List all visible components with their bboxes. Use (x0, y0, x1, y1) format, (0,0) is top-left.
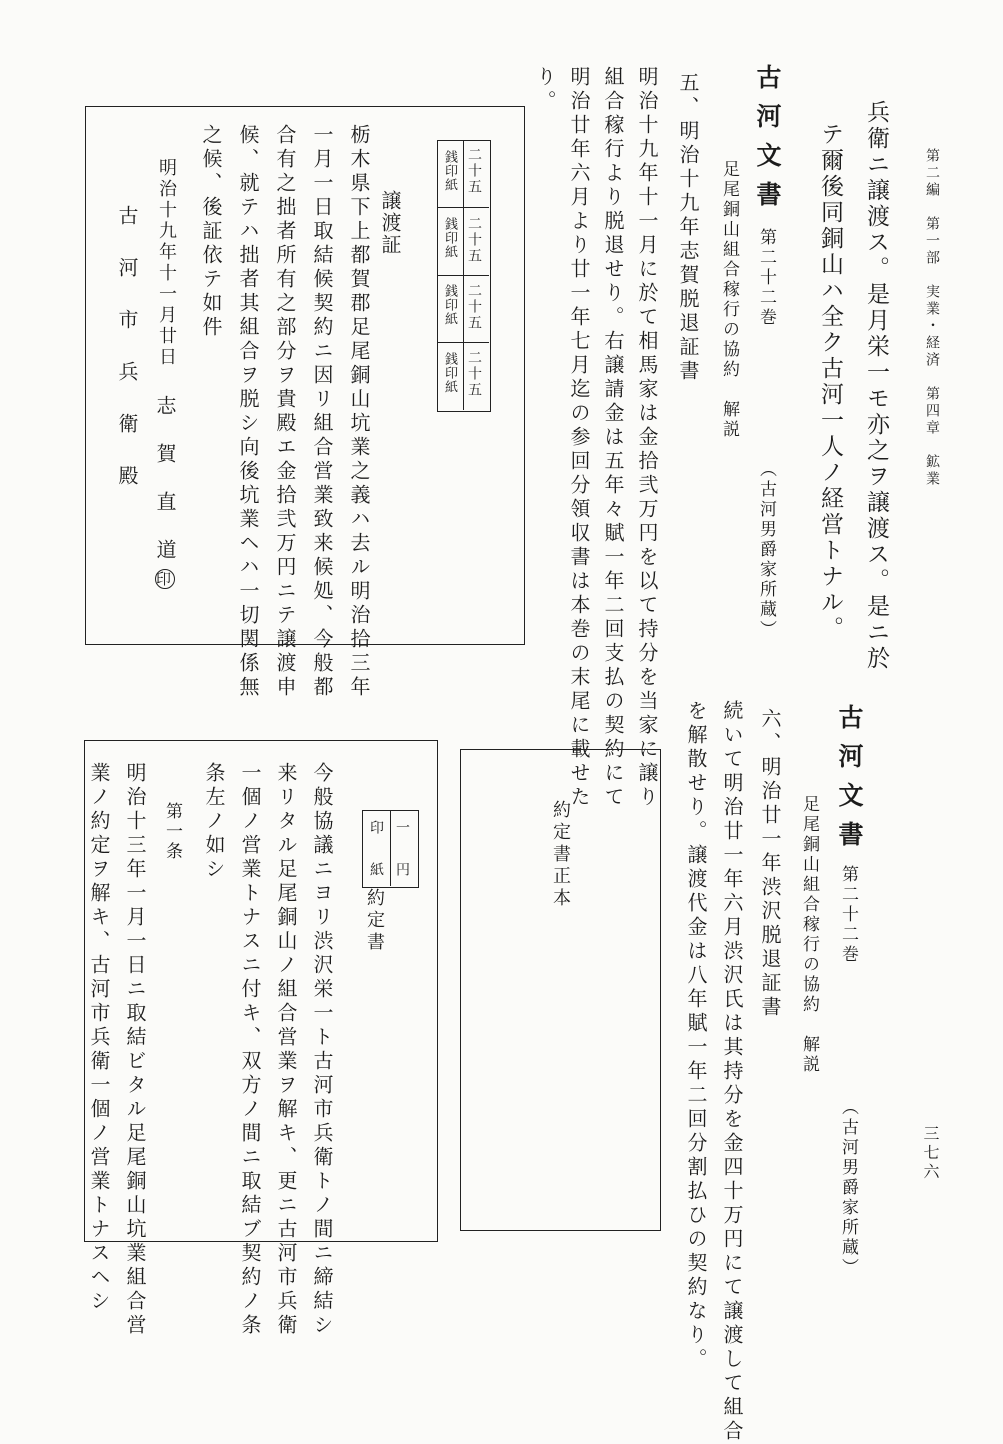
section1-paragraph-line: り。 (533, 66, 557, 114)
section1-subtitle: 足尾銅山組合稼行の協約 解説 (719, 160, 739, 440)
stamp-label: 印 紙 (368, 820, 384, 876)
document2-line: 今般協議ニヨリ渋沢栄一ト古河市兵衛トノ間ニ締結シ (310, 762, 334, 1338)
document1-line: 一月一日取結候契約ニ因リ組合営業致来候処、今般都 (310, 124, 334, 700)
stamp-amount: 一 円 (394, 820, 410, 876)
stamp-label: 銭印紙 (442, 217, 457, 259)
intro-line-1: 兵衛ニ譲渡ス。是月栄一モ亦之ヲ譲渡ス。是ニ於 (863, 100, 889, 672)
document2-line: 来リタル足尾銅山ノ組合営業ヲ解キ、更ニ古河市兵衛 (274, 762, 298, 1338)
section1-paragraph-line: 明治廿年六月より廿一年七月迄の参回分領収書は本巻の末尾に載せた (567, 66, 591, 810)
stamp-label: 銭印紙 (442, 284, 457, 326)
section2-volume: 第二十二巻 (838, 865, 858, 965)
document2-article-line: 明治十三年一月一日ニ取結ビタル足尾銅山坑業組合営 (123, 762, 147, 1338)
section2-source-title: 古河文書 (835, 704, 864, 860)
stamp-label: 銭印紙 (442, 352, 457, 394)
document2-article: 第一条 (162, 802, 182, 862)
document1-addressee: 古 河 市 兵 衛 殿 (115, 205, 139, 491)
document1-line: 之候、後証依テ如件 (199, 124, 223, 340)
document2-line: 一個ノ営業トナスニ付キ、双方ノ間ニ取結ブ契約ノ条 (238, 762, 262, 1338)
document2-title: 約定書 (364, 888, 385, 954)
section2-source: （古河男爵家所蔵） (838, 1098, 858, 1278)
document2-cover-label: 約定書正本 (550, 800, 571, 910)
stamp-amount: 二十五 (466, 147, 482, 195)
section1-paragraph-line: 組合稼行より脱退せり。右譲請金は五年々賦一年二回支払の契約にて (601, 66, 625, 810)
intro-line-2: テ爾後同銅山ハ全ク古河一人ノ経営トナル。 (817, 122, 843, 642)
page-number: 三七六 (921, 1125, 940, 1182)
signer-name: 志 賀 直 道 (153, 395, 177, 563)
section2-heading: 六、明治廿一年渋沢脱退証書 (758, 708, 782, 1020)
stamp-label: 銭印紙 (442, 150, 457, 192)
stamp-amount: 二十五 (466, 216, 482, 264)
stamp-amount: 二十五 (466, 350, 482, 398)
section1-source: （古河男爵家所蔵） (756, 460, 776, 640)
seal-icon: 印 (156, 570, 176, 588)
section1-heading: 五、明治十九年志賀脱退証書 (676, 72, 700, 384)
document1-date: 明治十九年十一月廿日 (156, 158, 177, 368)
document2-article-line: 業ノ約定ヲ解キ、古河市兵衛一個ノ営業トナスヘシ (87, 762, 111, 1314)
stamp-amount: 二十五 (466, 283, 482, 331)
section2-subtitle: 足尾銅山組合稼行の協約 解説 (799, 795, 819, 1075)
document2-line: 条左ノ如シ (202, 762, 226, 882)
document1-line: 合有之拙者所有之部分ヲ貴殿エ金拾弐万円ニテ譲渡申 (273, 124, 297, 700)
section1-volume: 第二十二巻 (756, 228, 776, 328)
document1-title: 譲渡証 (378, 190, 402, 256)
document1-signer (155, 395, 175, 589)
running-head: 第二編 第一部 実業・経済 第四章 鉱業 (924, 148, 940, 488)
section2-paragraph-line: 続いて明治廿一年六月渋沢氏は其持分を金四十万円にて譲渡して組合 (720, 700, 744, 1444)
section1-paragraph-line: 明治十九年十一月に於て相馬家は金拾弐万円を以て持分を当家に譲り (635, 66, 659, 810)
section1-source-title: 古河文書 (753, 64, 782, 220)
document1-line: 栃木県下上都賀郡足尾銅山坑業之義ハ去ル明治拾三年 (347, 124, 371, 700)
section2-paragraph-line: を解散せり。譲渡代金は八年賦一年二回分割払ひの契約なり。 (684, 700, 708, 1372)
document1-line: 候、就テハ拙者其組合ヲ脱シ向後坑業ヘハ一切関係無 (236, 124, 260, 700)
